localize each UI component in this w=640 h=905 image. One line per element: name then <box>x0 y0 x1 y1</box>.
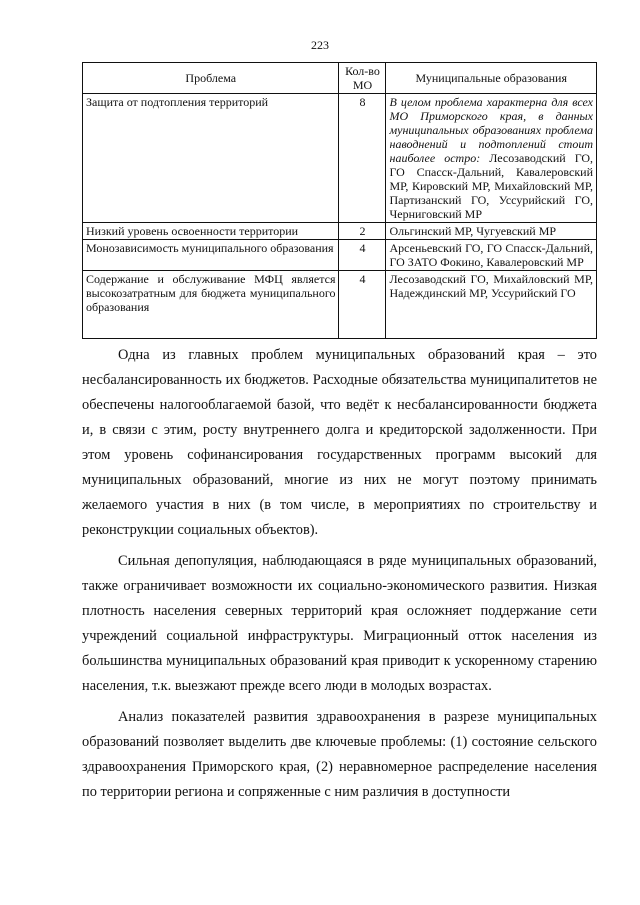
table-row <box>83 94 597 223</box>
count-cell: 2 <box>339 223 386 240</box>
body-text <box>82 343 597 805</box>
municipalities-cell: Арсеньевский ГО, ГО Спасск-Дальний, ГО ЗАТО Фокино, Кавалеровский МР <box>386 240 597 271</box>
table-row <box>83 271 597 339</box>
table-header-row <box>83 63 597 94</box>
count-cell: 4 <box>339 271 386 339</box>
problem-cell: Низкий уровень освоенности территории <box>83 223 339 240</box>
table-row <box>83 223 597 240</box>
paragraph: Сильная депопуляция, наблюдающаяся в ряде муниципальных образований, также ограничивает возможности их социально-экономического развития. Низкая плотность населения северных территорий края осложняет поддержание сети учреждений социальной инфраструктуры. Миграционный отток населения из большинства муниципальных образований края приводит к ускоренному старению населения, т.к. выезжают прежде всего люди в молодых возрастах. <box>82 553 597 694</box>
municipalities-cell <box>386 94 597 223</box>
municipalities-intro: В целом проблема характерна для всех МО Приморского края, в данных муниципальных образованиях проблема наводнений и подтоплений стоит наиболее остро: <box>389 95 593 165</box>
problem-cell: Защита от подтопления территорий <box>83 94 339 223</box>
table-row <box>83 240 597 271</box>
header-municipalities: Муниципальные образования <box>386 63 597 94</box>
problem-cell: Монозависимость муниципального образования <box>83 240 339 271</box>
header-problem: Проблема <box>83 63 339 94</box>
paragraph: Анализ показателей развития здравоохранения в разрезе муниципальных образований позволяет выделить две ключевые проблемы: (1) состояние сельского здравоохранения Приморского края, (2) неравномерное распределение населения по территории региона и сопряженные с ним различия в доступности <box>82 709 597 800</box>
problems-table <box>82 62 597 339</box>
header-count: Кол-во МО <box>339 63 386 94</box>
municipalities-cell: Ольгинский МР, Чугуевский МР <box>386 223 597 240</box>
problem-cell: Содержание и обслуживание МФЦ является высокозатратным для бюджета муниципального образования <box>83 271 339 339</box>
paragraph: Одна из главных проблем муниципальных образований края – это несбалансированность их бюджетов. Расходные обязательства муниципалитетов не обеспечены налогооблагаемой базой, что ведёт к несбалансированности бюджета и, в связи с этим, росту внутреннего долга и кредиторской задолженности. При этом уровень софинансирования государственных программ высокий для муниципальных образований, многие из них не могут поэтому принимать желаемого участия в них (в том числе, в мероприятиях по строительству и реконструкции социальных объектов). <box>82 347 597 538</box>
count-cell: 8 <box>339 94 386 223</box>
count-cell: 4 <box>339 240 386 271</box>
municipalities-list: Лесозаводский ГО, ГО Спасск-Дальний, Кавалеровский МР, Кировский МР, Михайловский МР, Партизанский ГО, Уссурийский ГО, Черниговский МР <box>389 151 593 221</box>
page-number: 223 <box>311 38 329 52</box>
municipalities-cell: Лесозаводский ГО, Михайловский МР, Надеждинский МР, Уссурийский ГО <box>386 271 597 339</box>
